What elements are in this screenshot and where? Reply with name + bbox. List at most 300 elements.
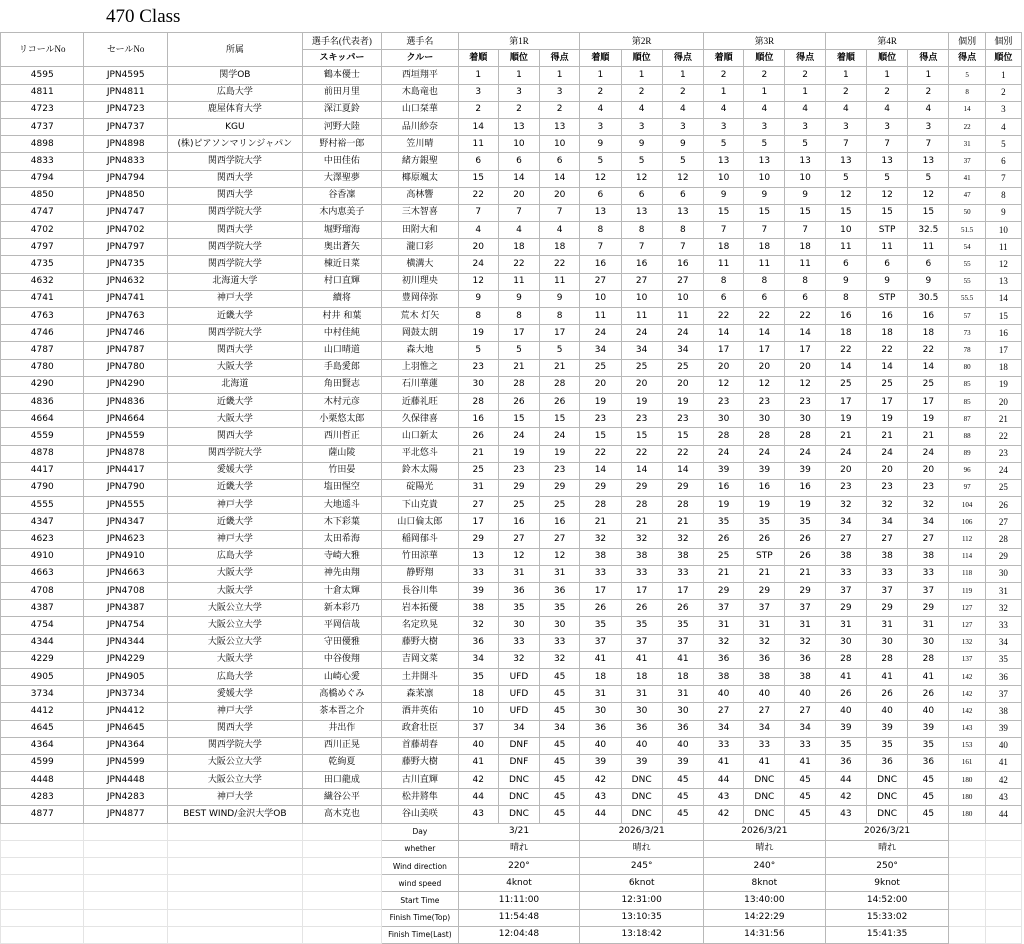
table-cell: 12 <box>540 548 580 565</box>
table-cell: 11 <box>985 239 1021 256</box>
table-row <box>1 634 1022 651</box>
info-value: 220° <box>458 858 580 875</box>
blank-cell <box>84 840 167 857</box>
table-cell: 4 <box>866 101 907 118</box>
table-cell: 36 <box>580 720 621 737</box>
table-cell: 5 <box>785 136 825 153</box>
table-cell: 32 <box>704 634 744 651</box>
table-cell: 4763 <box>1 308 84 325</box>
table-cell: 竹田晏 <box>302 462 381 479</box>
table-cell: 角田賢志 <box>302 376 381 393</box>
table-cell: 1 <box>785 84 825 101</box>
table-cell: 34 <box>580 342 621 359</box>
table-cell: 12 <box>908 187 949 204</box>
subheader-1-2: 順位 <box>498 50 539 67</box>
table-cell: 棟近日菜 <box>302 256 381 273</box>
table-row <box>1 153 1022 170</box>
table-cell: 松井將隼 <box>382 789 458 806</box>
table-cell: 関西学院大学 <box>167 445 302 462</box>
blank-cell <box>84 909 167 926</box>
table-cell: 24 <box>458 256 498 273</box>
table-cell: 32 <box>662 531 703 548</box>
table-cell: 15 <box>825 204 866 221</box>
info-row <box>1 909 1022 926</box>
table-cell: 13 <box>621 204 662 221</box>
blank-cell <box>302 823 381 840</box>
table-cell: 78 <box>949 342 985 359</box>
table-cell: 18 <box>662 668 703 685</box>
table-cell: 36 <box>908 754 949 771</box>
table-cell: 愛媛大学 <box>167 686 302 703</box>
table-cell: 55 <box>949 273 985 290</box>
table-cell: 19 <box>621 393 662 410</box>
table-cell: 36 <box>662 720 703 737</box>
info-value: 15:41:35 <box>825 926 949 943</box>
table-cell: 野村裕一郎 <box>302 136 381 153</box>
table-cell: 39 <box>580 754 621 771</box>
table-cell: 12 <box>825 187 866 204</box>
table-cell: 39 <box>662 754 703 771</box>
table-cell: 西川正晃 <box>302 737 381 754</box>
info-label: Finish Time(Last) <box>382 926 458 943</box>
table-cell: 40 <box>744 686 785 703</box>
table-cell: 34 <box>825 514 866 531</box>
table-cell: 32 <box>580 531 621 548</box>
table-cell: 25 <box>866 376 907 393</box>
table-cell: 田附大和 <box>382 222 458 239</box>
table-cell: 3 <box>785 118 825 135</box>
table-cell: 24 <box>785 445 825 462</box>
table-cell: 23 <box>704 393 744 410</box>
table-cell: 中谷俊翔 <box>302 651 381 668</box>
table-cell: 41 <box>662 651 703 668</box>
table-cell: 30 <box>704 411 744 428</box>
table-cell: 19 <box>825 411 866 428</box>
table-cell: 14 <box>785 325 825 342</box>
table-cell: 4595 <box>1 67 84 84</box>
table-cell: 神戸大学 <box>167 290 302 307</box>
info-value: 14:22:29 <box>704 909 826 926</box>
table-cell: 8 <box>621 222 662 239</box>
table-cell: 18 <box>458 686 498 703</box>
table-cell: 23 <box>985 445 1021 462</box>
table-cell: 11 <box>908 239 949 256</box>
table-cell: JPN4747 <box>84 204 167 221</box>
table-cell: 23 <box>744 393 785 410</box>
blank-cell <box>302 926 381 943</box>
table-cell: 31 <box>540 565 580 582</box>
table-cell: 14 <box>866 359 907 376</box>
table-cell: 13 <box>580 204 621 221</box>
blank-cell <box>84 926 167 943</box>
table-cell: 7 <box>498 204 539 221</box>
table-cell: 40 <box>662 737 703 754</box>
table-cell: 4747 <box>1 204 84 221</box>
table-cell: 25 <box>580 359 621 376</box>
table-cell: 2 <box>785 67 825 84</box>
table-cell: DNC <box>866 789 907 806</box>
info-value: 8knot <box>704 875 826 892</box>
blank-cell <box>985 823 1021 840</box>
table-cell: 15 <box>458 170 498 187</box>
table-cell: 近畿大学 <box>167 393 302 410</box>
table-cell: JPN4754 <box>84 617 167 634</box>
table-cell: 26 <box>825 686 866 703</box>
table-cell: UFD <box>498 686 539 703</box>
table-cell: 142 <box>949 703 985 720</box>
table-cell: 8 <box>580 222 621 239</box>
table-cell: 高林響 <box>382 187 458 204</box>
table-cell: 8 <box>985 187 1021 204</box>
table-cell: 32 <box>866 497 907 514</box>
table-cell: 29 <box>540 479 580 496</box>
table-cell: 9 <box>621 136 662 153</box>
table-cell: 42 <box>825 789 866 806</box>
table-cell: 23 <box>662 411 703 428</box>
table-cell: 近藤礼旺 <box>382 393 458 410</box>
table-cell: 35 <box>580 617 621 634</box>
blank-cell <box>949 858 985 875</box>
table-cell: 3 <box>540 84 580 101</box>
table-cell: 6 <box>621 187 662 204</box>
table-cell: 6 <box>825 256 866 273</box>
table-cell: 1 <box>985 67 1021 84</box>
table-cell: 2 <box>540 101 580 118</box>
table-cell: 15 <box>498 411 539 428</box>
table-cell: 13 <box>458 548 498 565</box>
table-cell: 27 <box>785 703 825 720</box>
table-cell: 19 <box>704 497 744 514</box>
table-cell: 北海道 <box>167 376 302 393</box>
table-cell: 碇陽光 <box>382 479 458 496</box>
table-cell: DNC <box>621 789 662 806</box>
table-cell: 16 <box>785 479 825 496</box>
table-cell: 15 <box>908 204 949 221</box>
table-cell: JPN4344 <box>84 634 167 651</box>
table-row <box>1 772 1022 789</box>
table-cell: 42 <box>704 806 744 823</box>
table-cell: 25 <box>825 376 866 393</box>
table-cell: 57 <box>949 308 985 325</box>
table-row <box>1 342 1022 359</box>
subheader-2-2: 順位 <box>621 50 662 67</box>
col-individual-2: 個別 <box>985 33 1021 50</box>
subheader-4-2: 順位 <box>866 50 907 67</box>
table-cell: 石川華蓮 <box>382 376 458 393</box>
table-cell: 9 <box>985 204 1021 221</box>
table-cell: 18 <box>785 239 825 256</box>
table-cell: 16 <box>580 256 621 273</box>
table-cell: 17 <box>985 342 1021 359</box>
table-cell: 21 <box>580 514 621 531</box>
table-cell: 大阪大学 <box>167 651 302 668</box>
blank-cell <box>302 909 381 926</box>
table-cell: 4794 <box>1 170 84 187</box>
table-cell: 9 <box>662 136 703 153</box>
blank-cell <box>84 823 167 840</box>
table-cell: 14 <box>744 325 785 342</box>
table-cell: 28 <box>621 497 662 514</box>
table-cell: 3 <box>866 118 907 135</box>
table-row <box>1 273 1022 290</box>
table-cell: 45 <box>540 806 580 823</box>
table-cell: 十倉太輝 <box>302 583 381 600</box>
table-cell: 88 <box>949 428 985 445</box>
table-row <box>1 222 1022 239</box>
table-cell: JPN4910 <box>84 548 167 565</box>
table-cell: JPN4623 <box>84 531 167 548</box>
table-cell: 7 <box>580 239 621 256</box>
table-cell: 45 <box>662 806 703 823</box>
table-cell: 30 <box>825 634 866 651</box>
table-row <box>1 668 1022 685</box>
table-row <box>1 290 1022 307</box>
table-cell: 55 <box>949 256 985 273</box>
table-cell: 106 <box>949 514 985 531</box>
info-value: 12:31:00 <box>580 892 704 909</box>
table-cell: 20 <box>744 359 785 376</box>
table-cell: 38 <box>985 703 1021 720</box>
table-cell: 首藤胡春 <box>382 737 458 754</box>
table-cell: 41 <box>621 651 662 668</box>
table-cell: 3 <box>458 84 498 101</box>
table-cell: 9 <box>458 290 498 307</box>
table-cell: 142 <box>949 668 985 685</box>
table-cell: 21 <box>458 445 498 462</box>
table-cell: 21 <box>985 411 1021 428</box>
table-cell: JPN4811 <box>84 84 167 101</box>
table-cell: 44 <box>580 806 621 823</box>
table-cell: JPN4448 <box>84 772 167 789</box>
info-value: 245° <box>580 858 704 875</box>
table-cell: 35 <box>825 737 866 754</box>
info-value: 11:11:00 <box>458 892 580 909</box>
table-cell: 4905 <box>1 668 84 685</box>
table-cell: 19 <box>580 393 621 410</box>
table-cell: 7 <box>866 136 907 153</box>
table-cell: 33 <box>704 737 744 754</box>
table-row <box>1 497 1022 514</box>
table-cell: 34 <box>662 342 703 359</box>
table-cell: 39 <box>621 754 662 771</box>
table-cell: 三木智喜 <box>382 204 458 221</box>
table-cell: 前田月里 <box>302 84 381 101</box>
table-cell: 11 <box>785 256 825 273</box>
table-cell: 木内恵美子 <box>302 204 381 221</box>
table-cell: 28 <box>580 497 621 514</box>
table-cell: 4632 <box>1 273 84 290</box>
table-cell: 13 <box>704 153 744 170</box>
col-individual-1: 個別 <box>949 33 985 50</box>
col-skipper: スキッパー <box>302 50 381 67</box>
table-cell: 緒方銀聖 <box>382 153 458 170</box>
table-cell: 180 <box>949 772 985 789</box>
table-cell: 25 <box>985 479 1021 496</box>
table-cell: JPN4905 <box>84 668 167 685</box>
table-cell: 39 <box>744 462 785 479</box>
table-cell: 6 <box>985 153 1021 170</box>
blank-cell <box>302 892 381 909</box>
table-cell: 藤野大樹 <box>382 754 458 771</box>
table-cell: 26 <box>785 531 825 548</box>
table-cell: 神戸大学 <box>167 531 302 548</box>
table-cell: 14 <box>985 290 1021 307</box>
table-cell: 34 <box>985 634 1021 651</box>
table-cell: 大澤聖夢 <box>302 170 381 187</box>
table-cell: 29 <box>785 583 825 600</box>
table-cell: 塩田惺空 <box>302 479 381 496</box>
table-row <box>1 651 1022 668</box>
table-cell: 14 <box>662 462 703 479</box>
table-cell: 守田優雅 <box>302 634 381 651</box>
table-cell: 7 <box>540 204 580 221</box>
table-cell: 37 <box>621 634 662 651</box>
table-cell: 10 <box>744 170 785 187</box>
table-cell: 横溝大 <box>382 256 458 273</box>
table-cell: 34 <box>908 514 949 531</box>
table-cell: 34 <box>621 342 662 359</box>
table-cell: 22 <box>949 118 985 135</box>
table-cell: 6 <box>580 187 621 204</box>
blank-cell <box>1 875 84 892</box>
table-cell: 27 <box>825 531 866 548</box>
table-cell: 18 <box>498 239 539 256</box>
table-cell: 2 <box>498 101 539 118</box>
table-cell: 4229 <box>1 651 84 668</box>
col-race-4: 第4R <box>825 33 949 50</box>
table-cell: 31 <box>621 686 662 703</box>
table-cell: 32 <box>540 651 580 668</box>
table-cell: 34 <box>540 720 580 737</box>
table-cell: 手島愛郎 <box>302 359 381 376</box>
table-cell: 14 <box>621 462 662 479</box>
table-cell: 14 <box>908 359 949 376</box>
table-cell: 広島大学 <box>167 668 302 685</box>
table-cell: 96 <box>949 462 985 479</box>
table-cell: 4746 <box>1 325 84 342</box>
table-cell: 89 <box>949 445 985 462</box>
table-cell: 17 <box>621 583 662 600</box>
table-cell: 34 <box>866 514 907 531</box>
table-cell: 26 <box>744 531 785 548</box>
table-cell: 29 <box>908 600 949 617</box>
info-value: 2026/3/21 <box>704 823 826 840</box>
table-cell: 44 <box>825 772 866 789</box>
table-cell: 4877 <box>1 806 84 823</box>
table-cell: KGU <box>167 118 302 135</box>
table-cell: 4663 <box>1 565 84 582</box>
table-cell: 28 <box>825 651 866 668</box>
table-row <box>1 514 1022 531</box>
table-cell: JPN4898 <box>84 136 167 153</box>
info-row <box>1 875 1022 892</box>
table-cell: 9 <box>498 290 539 307</box>
info-label: whether <box>382 840 458 857</box>
table-cell: 4741 <box>1 290 84 307</box>
table-cell: 18 <box>744 239 785 256</box>
table-row <box>1 359 1022 376</box>
table-cell: 土井開斗 <box>382 668 458 685</box>
table-cell: 2 <box>744 67 785 84</box>
table-cell: 41 <box>704 754 744 771</box>
table-cell: 神戸大学 <box>167 703 302 720</box>
table-cell: JPN4797 <box>84 239 167 256</box>
table-cell: 24 <box>985 462 1021 479</box>
table-cell: 37 <box>744 600 785 617</box>
table-cell: 132 <box>949 634 985 651</box>
table-cell: 神戸大学 <box>167 789 302 806</box>
table-cell: 5 <box>704 136 744 153</box>
table-cell: 27 <box>744 703 785 720</box>
table-row <box>1 617 1022 634</box>
table-cell: 瀧口彩 <box>382 239 458 256</box>
table-cell: 13 <box>744 153 785 170</box>
table-cell: 39 <box>908 720 949 737</box>
table-cell: 山口新太 <box>382 428 458 445</box>
blank-cell <box>167 892 302 909</box>
table-cell: 10 <box>540 136 580 153</box>
table-cell: 39 <box>458 583 498 600</box>
table-cell: 14 <box>540 170 580 187</box>
table-cell: JPN4555 <box>84 497 167 514</box>
table-cell: 15 <box>540 411 580 428</box>
table-cell: BEST WIND/金沢大学OB <box>167 806 302 823</box>
table-cell: JPN4780 <box>84 359 167 376</box>
table-cell: JPN4283 <box>84 789 167 806</box>
info-value: 15:33:02 <box>825 909 949 926</box>
table-cell: 25 <box>704 548 744 565</box>
table-cell: 28 <box>540 376 580 393</box>
table-cell: 岡鼓太朗 <box>382 325 458 342</box>
blank-cell <box>302 840 381 857</box>
table-cell: 30 <box>540 617 580 634</box>
table-cell: 谷香凜 <box>302 187 381 204</box>
table-cell: 31 <box>908 617 949 634</box>
table-cell: 18 <box>825 325 866 342</box>
subheader-2-3: 得点 <box>662 50 703 67</box>
table-cell: 26 <box>458 428 498 445</box>
table-cell: 5 <box>825 170 866 187</box>
table-row <box>1 445 1022 462</box>
table-cell: 16 <box>825 308 866 325</box>
info-value: 4knot <box>458 875 580 892</box>
table-cell: 36 <box>744 651 785 668</box>
table-cell: 12 <box>744 376 785 393</box>
table-cell: DNC <box>621 806 662 823</box>
table-cell: 38 <box>825 548 866 565</box>
table-cell: 35 <box>985 651 1021 668</box>
table-cell: 36 <box>985 668 1021 685</box>
table-cell: 44 <box>458 789 498 806</box>
table-cell: DNC <box>498 789 539 806</box>
table-cell: 田口龍成 <box>302 772 381 789</box>
table-cell: 30 <box>458 376 498 393</box>
table-cell: 4599 <box>1 754 84 771</box>
col-affiliation: 所属 <box>167 33 302 67</box>
table-cell: 38 <box>744 668 785 685</box>
table-cell: 8 <box>498 308 539 325</box>
table-cell: JPN4229 <box>84 651 167 668</box>
table-cell: 104 <box>949 497 985 514</box>
table-cell: 5 <box>908 170 949 187</box>
table-cell: 39 <box>985 720 1021 737</box>
table-cell: 31 <box>458 479 498 496</box>
table-cell: 16 <box>458 411 498 428</box>
table-cell: 13 <box>540 118 580 135</box>
table-cell: 37 <box>949 153 985 170</box>
table-cell: 藤野大樹 <box>382 634 458 651</box>
table-cell: 12 <box>785 376 825 393</box>
